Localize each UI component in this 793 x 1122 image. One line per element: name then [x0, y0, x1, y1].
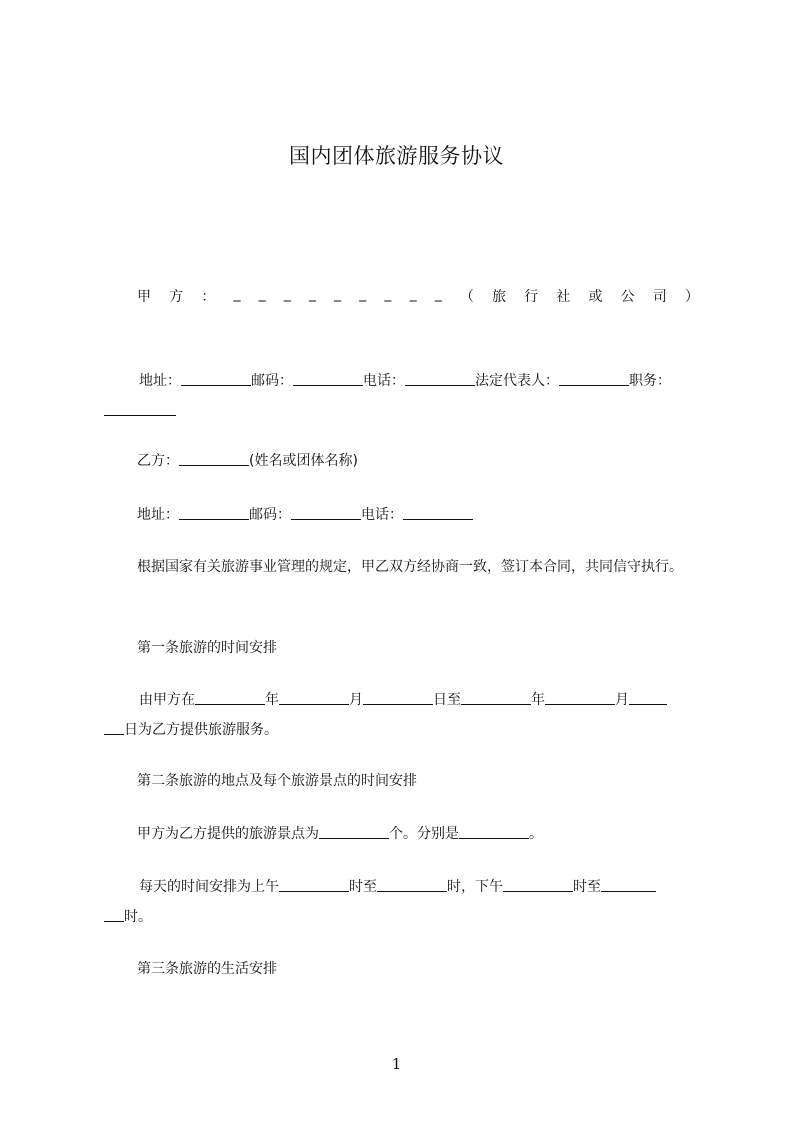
text: 年 [531, 692, 545, 708]
postcode-blank[interactable] [293, 371, 363, 386]
party-a-char: ） [684, 289, 699, 305]
pm-start-blank[interactable] [503, 877, 573, 892]
pm-end-blank-part[interactable] [601, 877, 656, 892]
address-blank[interactable] [181, 371, 251, 386]
am-start-blank[interactable] [279, 877, 349, 892]
party-a-char: （ [459, 289, 474, 305]
postcode-label: 邮码： [249, 507, 291, 523]
intro-paragraph: 根据国家有关旅游事业管理的规定，甲乙双方经协商一致，签订本合同，共同信守执行。 [137, 559, 683, 575]
position-blank[interactable] [104, 401, 176, 416]
article-2-line-2 [104, 872, 702, 932]
party-a-char: _ [283, 286, 291, 302]
party-a-char: _ [308, 286, 316, 302]
party-a-char: _ [434, 286, 442, 302]
text: 时。 [124, 909, 152, 925]
party-a-char: 公 [620, 289, 635, 305]
party-a-char: _ [359, 286, 367, 302]
text: 由甲方在 [139, 692, 195, 708]
party-a-char: _ [258, 286, 266, 302]
text: 日为乙方提供旅游服务。 [124, 722, 278, 738]
address-blank[interactable] [179, 505, 249, 520]
text: 年 [265, 692, 279, 708]
party-a-char: 或 [588, 289, 603, 305]
address-label: 地址： [139, 373, 181, 389]
page-title: 国内团体旅游服务协议 [289, 144, 504, 168]
article-1-body [104, 685, 702, 745]
phone-label: 电话： [361, 507, 403, 523]
party-b-details [137, 499, 732, 531]
phone-blank[interactable] [403, 505, 473, 520]
party-b-name-blank[interactable] [179, 451, 249, 466]
am-end-blank[interactable] [377, 877, 447, 892]
text: 。 [529, 826, 543, 842]
party-a-char: _ [233, 286, 241, 302]
party-a-char: 社 [556, 289, 571, 305]
end-month-blank[interactable] [545, 690, 615, 705]
legal-rep-label: 法定代表人： [475, 373, 559, 389]
text: 月 [615, 692, 629, 708]
text: 每天的时间安排为上午 [139, 879, 279, 895]
party-a-char: 旅 [492, 289, 507, 305]
text: 时至 [573, 879, 601, 895]
spot-list-blank[interactable] [459, 824, 529, 839]
start-year-blank[interactable] [195, 690, 265, 705]
party-a-char: 方 [169, 289, 184, 305]
party-a-char: 司 [652, 289, 667, 305]
party-a-line [137, 286, 699, 306]
pm-end-blank-cont[interactable] [104, 907, 124, 922]
start-month-blank[interactable] [279, 690, 349, 705]
address-label: 地址： [137, 507, 179, 523]
party-a-char: ： [201, 289, 216, 305]
text: 个。分别是 [389, 826, 459, 842]
text: 时至 [349, 879, 377, 895]
party-a-char: 行 [524, 289, 539, 305]
text: 月 [349, 692, 363, 708]
postcode-label: 邮码： [251, 373, 293, 389]
party-b-label: 乙方： [137, 453, 179, 469]
text: 时，下午 [447, 879, 503, 895]
end-day-blank-part[interactable] [629, 690, 667, 705]
phone-label: 电话： [363, 373, 405, 389]
postcode-blank[interactable] [291, 505, 361, 520]
party-a-char: 甲 [137, 289, 151, 305]
text: 日至 [433, 692, 461, 708]
party-a-char: _ [334, 286, 342, 302]
position-label: 职务： [629, 373, 671, 389]
party-b-line [137, 445, 732, 477]
page-number: 1 [391, 1055, 402, 1073]
party-b-note: (姓名或团体名称) [249, 453, 358, 469]
article-2-line-1 [137, 818, 732, 850]
article-1-heading: 第一条旅游的时间安排 [137, 640, 277, 656]
party-a-details [104, 366, 702, 426]
article-3-heading: 第三条旅游的生活安排 [137, 961, 277, 977]
start-day-blank[interactable] [363, 690, 433, 705]
party-a-char: _ [409, 286, 417, 302]
spot-count-blank[interactable] [319, 824, 389, 839]
party-a-char: _ [384, 286, 392, 302]
end-year-blank[interactable] [461, 690, 531, 705]
text: 甲方为乙方提供的旅游景点为 [137, 826, 319, 842]
end-day-blank-cont[interactable] [104, 720, 124, 735]
phone-blank[interactable] [405, 371, 475, 386]
legal-rep-blank[interactable] [559, 371, 629, 386]
article-2-heading: 第二条旅游的地点及每个旅游景点的时间安排 [137, 773, 417, 789]
